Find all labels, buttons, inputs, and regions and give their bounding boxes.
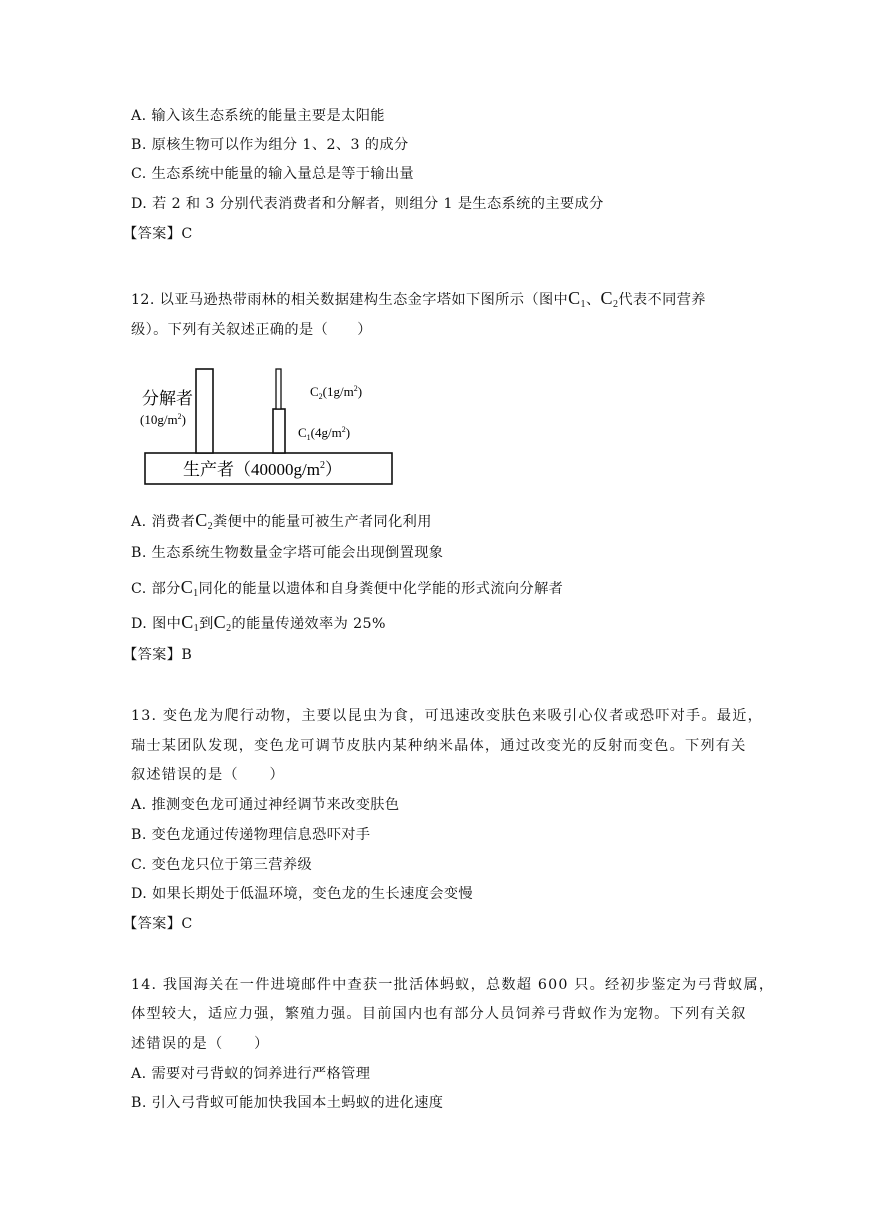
q12-stem-c2: $C_2$ [600,288,619,310]
q13-stem-line-2: 瑞士某团队发现，变色龙可调节皮肤内某种纳米晶体，通过改变光的反射而变色。下列有关 [131,738,747,754]
q12-option-c: C. 部分$C_1$同化的能量以遗体和自身粪便中化学能的形式流向分解者 [131,577,564,599]
q11-answer: 【答案】C [123,226,193,242]
q12-option-d: D. 图中$C_1$到$C_2$的能量传递效率为 25% [131,612,386,634]
q12-stem-line-1 [131,288,706,315]
q14-stem-line-2: 体型较大，适应力强，繁殖力强。目前国内也有部分人员饲养弓背蚁作为宠物。下列有关叙 [131,1006,747,1022]
decomposer-label: 分解者 [142,389,193,408]
q12-stem-sep: 、 [585,292,601,308]
q13-stem-line-3: 叙述错误的是（ ） [131,767,285,783]
q12-stem-c1: $C_1$ [568,288,586,310]
q13-option-a: A. 推测变色龙可通过神经调节来改变肤色 [131,797,400,813]
q14-option-b: B. 引入弓背蚁可能加快我国本土蚂蚁的进化速度 [131,1095,444,1111]
q13-option-c: C. 变色龙只位于第三营养级 [131,857,313,873]
c1-label: $C_1(4g/m^2)$ [298,425,351,442]
q11-option-a: A. 输入该生态系统的能量主要是太阳能 [131,108,385,124]
q11-option-b: B. 原核生物可以作为组分 1、2、3 的成分 [131,137,409,153]
q13-option-d: D. 如果长期处于低温环境，变色龙的生长速度会变慢 [131,886,474,902]
decomposer-bar [196,369,213,453]
decomposer-value: $(10g/m^2)$ [140,412,186,427]
producer-label: 生产者$(40000g/m^2)$ [183,460,342,479]
ecological-pyramid-figure [138,362,398,487]
q13-option-b: B. 变色龙通过传递物理信息恐吓对手 [131,827,371,843]
c2-bar [276,369,281,409]
q13-answer: 【答案】C [123,916,193,932]
c2-label: $C_2(1g/m^2)$ [310,384,363,401]
q12-option-a: A. 消费者$C_2$粪便中的能量可被生产者同化利用 [131,510,432,532]
q12-stem-text-end: 代表不同营养 [618,292,706,308]
q12-stem-text: 12. 以亚马逊热带雨林的相关数据建构生态金字塔如下图所示（图中 [131,292,569,308]
q11-option-c: C. 生态系统中能量的输入量总是等于输出量 [131,166,415,182]
q12-stem-line-2: 级）。下列有关叙述正确的是（ ） [131,322,372,338]
q14-stem-line-1: 14. 我国海关在一件进境邮件中查获一批活体蚂蚁，总数超 600 只。经初步鉴定为弓背蚁属， [131,977,775,993]
q11-option-d: D. 若 2 和 3 分别代表消费者和分解者，则组分 1 是生态系统的主要成分 [131,196,604,212]
q12-option-b: B. 生态系统生物数量金字塔可能会出现倒置现象 [131,545,444,561]
q14-option-a: A. 需要对弓背蚁的饲养进行严格管理 [131,1066,371,1082]
q12-answer: 【答案】B [123,647,193,663]
q14-stem-line-3: 述错误的是（ ） [131,1036,270,1052]
c1-bar [273,409,285,453]
q13-stem-line-1: 13. 变色龙为爬行动物，主要以昆虫为食，可迅速改变肤色来吸引心仪者或恐吓对手。最近， [131,708,763,724]
